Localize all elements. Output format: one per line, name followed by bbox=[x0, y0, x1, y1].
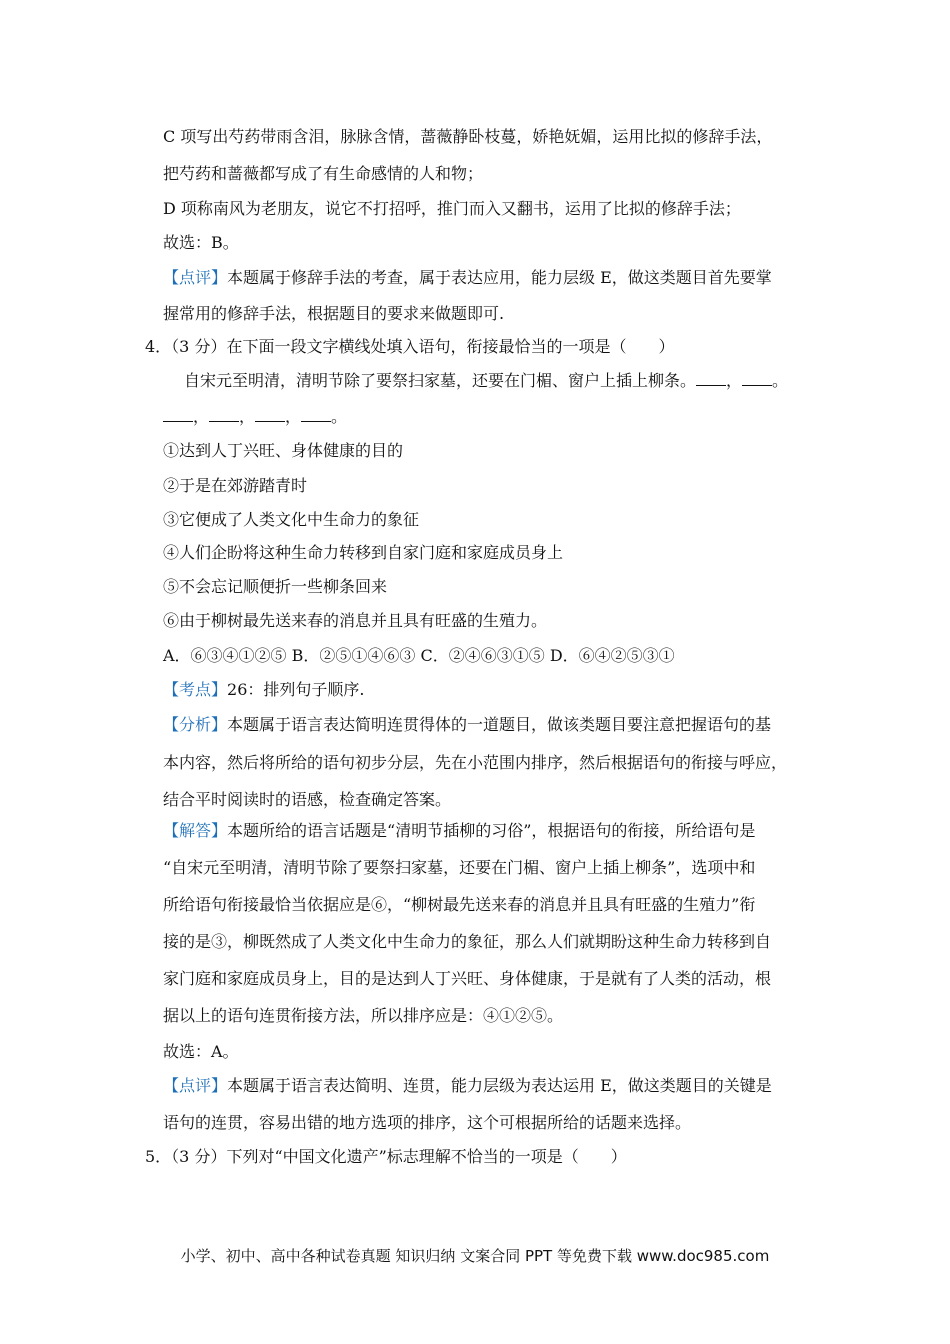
jieda-text: 本题所给的语言话题是“清明节插柳的习俗”，根据语句的衔接，所给语句是 bbox=[227, 821, 756, 840]
text-line: 握常用的修辞手法，根据题目的要求来做题即可. bbox=[163, 304, 505, 323]
fill-blank bbox=[742, 371, 772, 386]
comment-tag: 【点评】 bbox=[163, 268, 228, 287]
list-item: ②于是在郊游踏青时 bbox=[163, 476, 308, 495]
text-line: “自宋元至明清，清明节除了要祭扫家墓，还要在门楣、窗户上插上柳条”，选项中和 bbox=[163, 858, 756, 877]
text-line: C 项写出芍药带雨含泪，脉脉含情，蔷薇静卧枝蔓，娇艳妩媚，运用比拟的修辞手法， bbox=[163, 127, 773, 146]
question-stem: 4．（3 分）在下面一段文字横线处填入语句，衔接最恰当的一项是（ ） bbox=[145, 337, 675, 356]
fill-blank bbox=[255, 407, 285, 422]
fill-blank bbox=[696, 371, 726, 386]
separator: 。 bbox=[772, 371, 789, 390]
blank-line bbox=[163, 407, 347, 427]
text-line: 接的是③，柳既然成了人类文化中生命力的象征，那么人们就期盼这种生命力转移到自 bbox=[163, 932, 772, 951]
page-footer: 小学、初中、高中各种试卷真题 知识归纳 文案合同 PPT 等免费下载 www.doc985.com bbox=[180, 1247, 770, 1265]
list-item: ⑤不会忘记顺便折一些柳条回来 bbox=[163, 577, 388, 596]
fenxi-text: 本题属于语言表达简明连贯得体的一道题目，做该类题目要注意把握语句的基 bbox=[227, 715, 772, 734]
answer-choice: 故选：B。 bbox=[163, 233, 239, 252]
comment-line bbox=[163, 268, 772, 288]
text-line: 本内容，然后将所给的语句初步分层，先在小范围内排序，然后根据语句的衔接与呼应， bbox=[163, 753, 788, 772]
text-line: 结合平时阅读时的语感，检查确定答案。 bbox=[163, 790, 452, 809]
jieda-tag: 【解答】 bbox=[163, 821, 228, 840]
list-item: ⑥由于柳树最先送来春的消息并且具有旺盛的生殖力。 bbox=[163, 611, 548, 630]
list-item: ③它便成了人类文化中生命力的象征 bbox=[163, 510, 420, 529]
dianping-tag: 【点评】 bbox=[163, 1076, 228, 1095]
fenxi-tag: 【分析】 bbox=[163, 715, 228, 734]
question-stem: 5．（3 分）下列对“中国文化遗产”标志理解不恰当的一项是（ ） bbox=[145, 1147, 627, 1166]
passage-line bbox=[184, 371, 788, 391]
separator: ， bbox=[726, 371, 743, 390]
kaodian-line bbox=[163, 680, 364, 700]
text-line: 家门庭和家庭成员身上，目的是达到人丁兴旺、身体健康，于是就有了人类的活动，根 bbox=[163, 969, 772, 988]
comment-text: 本题属于修辞手法的考查，属于表达应用，能力层级 E，做这类题目首先要掌 bbox=[227, 268, 772, 287]
kaodian-tag: 【考点】 bbox=[163, 680, 228, 699]
passage-text: 自宋元至明清，清明节除了要祭扫家墓，还要在门楣、窗户上插上柳条。 bbox=[184, 371, 697, 390]
text-line: 所给语句衔接最恰当依据应是⑥，“柳树最先送来春的消息并且具有旺盛的生殖力”衔 bbox=[163, 895, 756, 914]
dianping-text: 本题属于语言表达简明、连贯，能力层级为表达运用 E，做这类题目的关键是 bbox=[227, 1076, 772, 1095]
options-line: A．⑥③④①②⑤ B．②⑤①④⑥③ C．②④⑥③①⑤ D．⑥④②⑤③① bbox=[163, 646, 675, 665]
kaodian-text: 26：排列句子顺序. bbox=[227, 680, 365, 699]
fill-blank bbox=[209, 407, 239, 422]
separator: ， bbox=[193, 407, 210, 426]
list-item: ①达到人丁兴旺、身体健康的目的 bbox=[163, 441, 404, 460]
fill-blank bbox=[301, 407, 331, 422]
answer-choice: 故选：A。 bbox=[163, 1042, 239, 1061]
separator: 。 bbox=[331, 407, 348, 426]
dianping-line bbox=[163, 1076, 772, 1096]
separator: ， bbox=[285, 407, 302, 426]
separator: ， bbox=[239, 407, 256, 426]
jieda-line bbox=[163, 821, 755, 841]
text-line: 语句的连贯，容易出错的地方选项的排序，这个可根据所给的话题来选择。 bbox=[163, 1113, 692, 1132]
text-line: 据以上的语句连贯衔接方法，所以排序应是：④①②⑤。 bbox=[163, 1006, 564, 1025]
list-item: ④人们企盼将这种生命力转移到自家门庭和家庭成员身上 bbox=[163, 543, 564, 562]
text-line: 把芍药和蔷薇都写成了有生命感情的人和物； bbox=[163, 164, 484, 183]
fenxi-line bbox=[163, 715, 771, 735]
fill-blank bbox=[163, 407, 193, 422]
text-line: D 项称南风为老朋友，说它不打招呼，推门而入又翻书，运用了比拟的修辞手法； bbox=[163, 199, 741, 218]
